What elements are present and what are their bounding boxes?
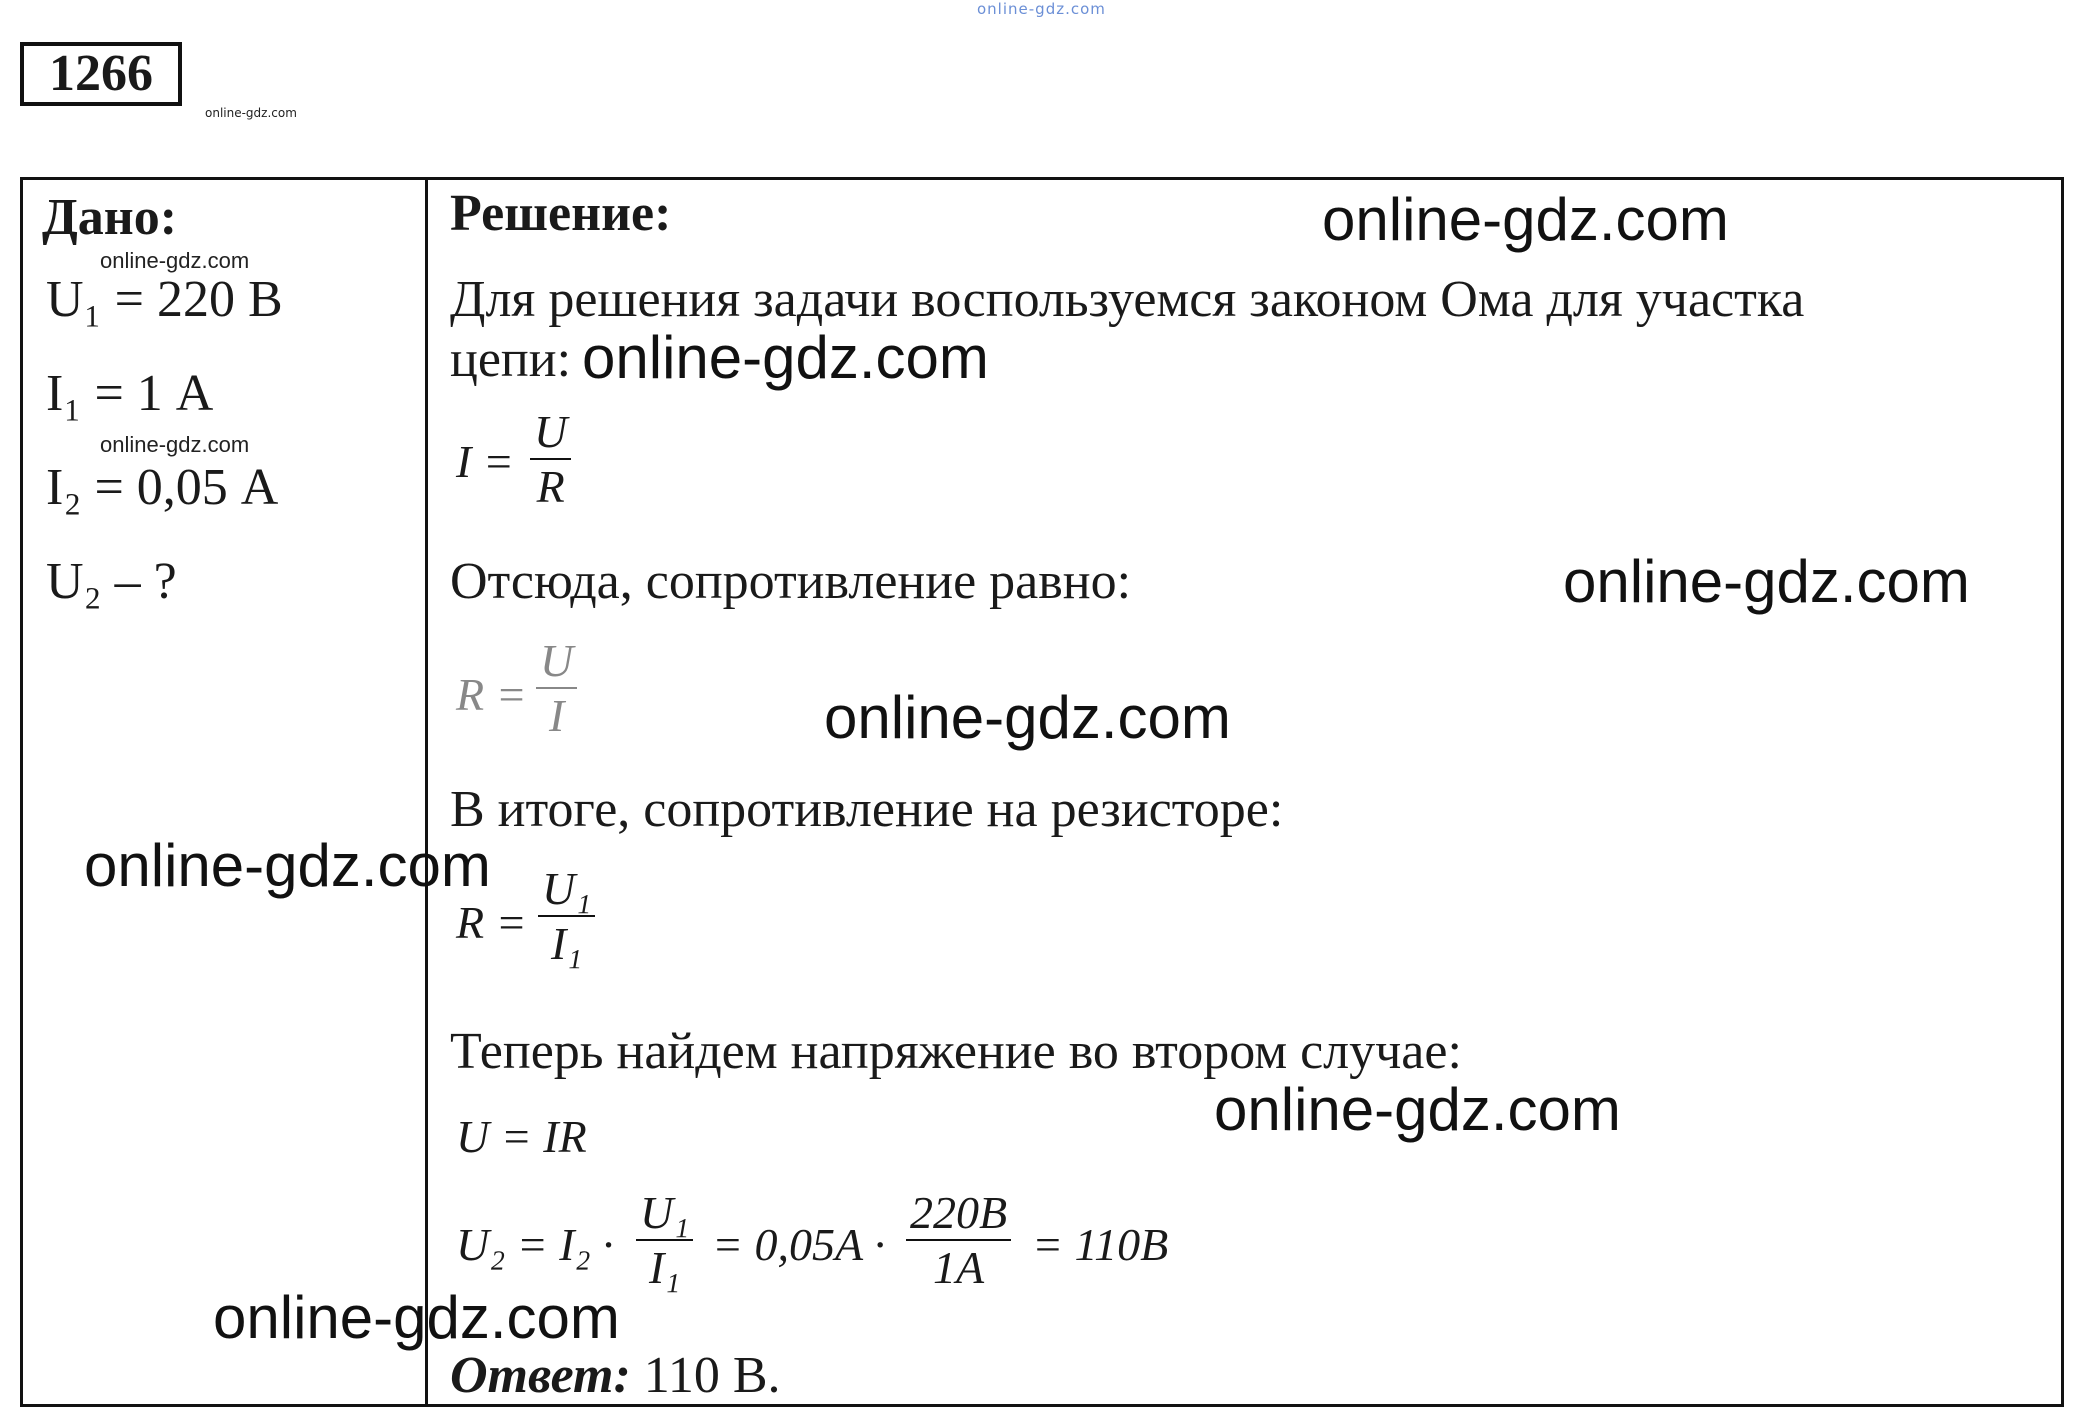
problem-number: 1266 bbox=[20, 42, 182, 106]
small-watermark: online-gdz.com bbox=[205, 106, 297, 120]
formula-resistor-denominator: I₁ bbox=[550, 918, 583, 969]
formula-resistor-left: R = bbox=[456, 897, 527, 948]
watermark-7: online-gdz.com bbox=[213, 1284, 620, 1351]
formula-final-denominator-2: 1A bbox=[933, 1242, 985, 1293]
watermark-2: online-gdz.com bbox=[582, 324, 989, 391]
watermark-5: online-gdz.com bbox=[84, 832, 491, 899]
formula-ohm-left: I = bbox=[456, 436, 514, 487]
formula-ohm-fraction bbox=[530, 405, 571, 513]
formula-resistor-fraction bbox=[538, 862, 595, 970]
watermark-3: online-gdz.com bbox=[1563, 548, 1970, 615]
formula-final-numerator-2: 220B bbox=[906, 1186, 1011, 1241]
given-watermark-1: online-gdz.com bbox=[100, 248, 250, 273]
formula-resistor-numerator: U₁ bbox=[538, 862, 595, 917]
formula-final-fraction-1 bbox=[636, 1186, 693, 1294]
solution-line-2: цепи: bbox=[450, 331, 572, 388]
formula-final-left: U₂ = I₂ · bbox=[456, 1219, 614, 1270]
watermark-1: online-gdz.com bbox=[1322, 186, 1729, 253]
watermark-4: online-gdz.com bbox=[824, 684, 1231, 751]
formula-ohm-denominator: R bbox=[536, 461, 565, 512]
solution-line-5: Теперь найдем напряжение во втором случае: bbox=[450, 1023, 1462, 1080]
formula-final-numerator-1: U₁ bbox=[636, 1186, 693, 1241]
answer-value: 110 В. bbox=[643, 1347, 781, 1404]
formula-resistance-left: R = bbox=[456, 669, 527, 720]
formula-final-fraction-2 bbox=[906, 1186, 1011, 1294]
given-i2: I₂ = 0,05 А bbox=[46, 459, 279, 516]
formula-resistance-fraction bbox=[536, 634, 577, 742]
answer-label: Ответ: bbox=[450, 1347, 631, 1404]
solution-title: Решение: bbox=[450, 185, 672, 242]
watermark-6: online-gdz.com bbox=[1214, 1076, 1621, 1143]
solution-line-3: Отсюда, сопротивление равно: bbox=[450, 553, 1132, 610]
given-title: Дано: bbox=[42, 189, 178, 246]
solution-line-1: Для решения задачи воспользуемся законом Ома для участка bbox=[450, 271, 1805, 328]
formula-final-denominator-1: I₁ bbox=[648, 1242, 681, 1293]
formula-final-result: = 110B bbox=[1032, 1219, 1169, 1270]
given-u1: U₁ = 220 В bbox=[46, 271, 283, 328]
given-watermark-2: online-gdz.com bbox=[100, 432, 250, 457]
solution-line-4: В итоге, сопротивление на резисторе: bbox=[450, 781, 1284, 838]
formula-voltage: U = IR bbox=[456, 1111, 587, 1162]
column-divider bbox=[425, 177, 428, 1407]
formula-ohm-numerator: U bbox=[530, 405, 571, 460]
top-watermark: online-gdz.com bbox=[977, 0, 1106, 18]
given-i1: I₁ = 1 А bbox=[46, 365, 214, 422]
answer-line bbox=[450, 1346, 781, 1406]
formula-final-middle: = 0,05A · bbox=[712, 1219, 886, 1270]
given-u2-unknown: U₂ – ? bbox=[46, 553, 177, 610]
formula-resistance-numerator: U bbox=[536, 634, 577, 689]
formula-resistance-denominator: I bbox=[548, 690, 565, 741]
